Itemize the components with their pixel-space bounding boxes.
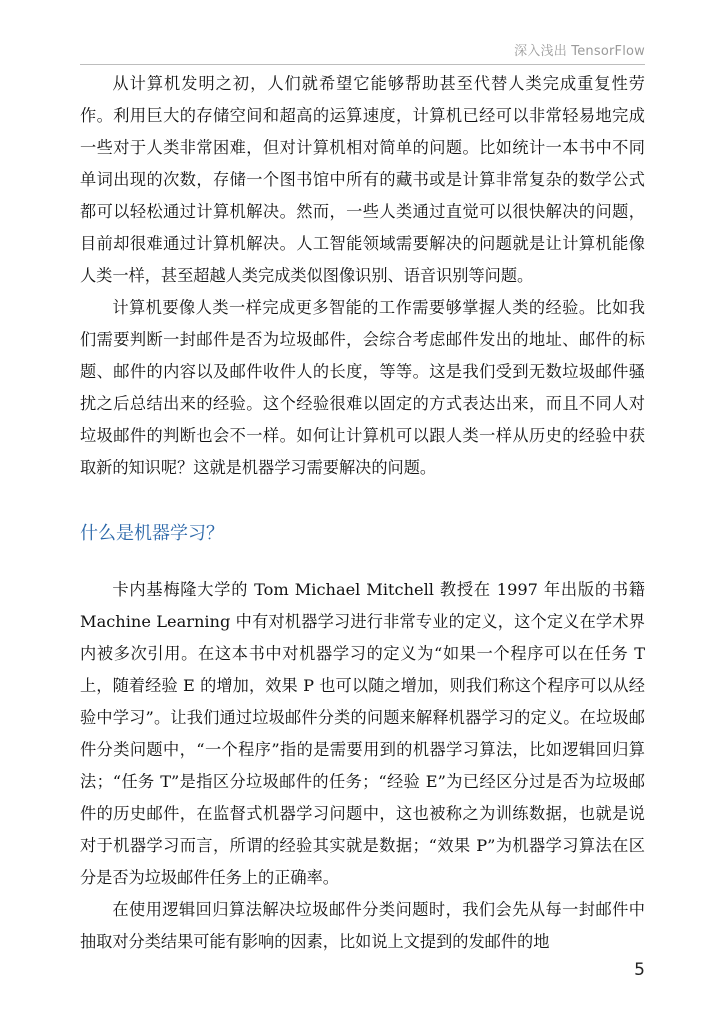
section-2-body bbox=[80, 574, 645, 958]
running-header: 深入浅出 TensorFlow bbox=[514, 44, 645, 59]
header-rule bbox=[80, 64, 645, 65]
paragraph: 在使用逻辑回归算法解决垃圾邮件分类问题时，我们会先从每一封邮件中抽取对分类结果可能有影响的因素，比如说上文提到的发邮件的地 bbox=[80, 900, 645, 951]
paragraph: 计算机要像人类一样完成更多智能的工作需要够掌握人类的经验。比如我们需要判断一封邮件是否为垃圾邮件，会综合考虑邮件发出的地址、邮件的标题、邮件的内容以及邮件收件人的长度，等等。这是我们受到无数垃圾邮件骚扰之后总结出来的经验。这个经验很难以固定的方式表达出来，而且不同人对垃圾邮件的判断也会不一样。如何让计算机可以跟人类一样从历史的经验中获取新的知识呢？这就是机器学习需要解决的问题。 bbox=[80, 298, 645, 477]
paragraph: 从计算机发明之初，人们就希望它能够帮助甚至代替人类完成重复性劳作。利用巨大的存储空间和超高的运算速度，计算机已经可以非常轻易地完成一些对于人类非常困难，但对计算机相对简单的问题。比如统计一本书中不同单词出现的次数，存储一个图书馆中所有的藏书或是计算非常复杂的数学公式都可以轻松通过计算机解决。然而，一些人类通过直觉可以很快解决的问题，目前却很难通过计算机解决。人工智能领域需要解决的问题就是让计算机能像人类一样，甚至超越人类完成类似图像识别、语音识别等问题。 bbox=[80, 74, 645, 285]
page-number: 5 bbox=[634, 960, 645, 980]
section-heading: 什么是机器学习？ bbox=[80, 523, 224, 544]
section-1-body bbox=[80, 68, 645, 484]
paragraph: 卡内基梅隆大学的 Tom Michael Mitchell 教授在 1997 年出版的书籍 Machine Learning 中有对机器学习进行非常专业的定义，这个定义在学术界内被多次引用。在这本书中对机器学习的定义为“如果一个程序可以在任务 T 上，随着经验 E 的增加，效果 P 也可以随之增加，则我们称这个程序可以从经验中学习”。让我们通过垃圾邮件分类的问题来解释机器学习的定义。在垃圾邮件分类问题中，“一个程序”指的是需要用到的机器学习算法，比如逻辑回归算法；“任务 T”是指区分垃圾邮件的任务；“经验 E”为已经区分过是否为垃圾邮件的历史邮件，在监督式机器学习问题中，这也被称之为训练数据，也就是说对于机器学习而言，所谓的经验其实就是数据；“效果 P”为机器学习算法在区分是否为垃圾邮件任务上的正确率。 bbox=[80, 580, 645, 887]
